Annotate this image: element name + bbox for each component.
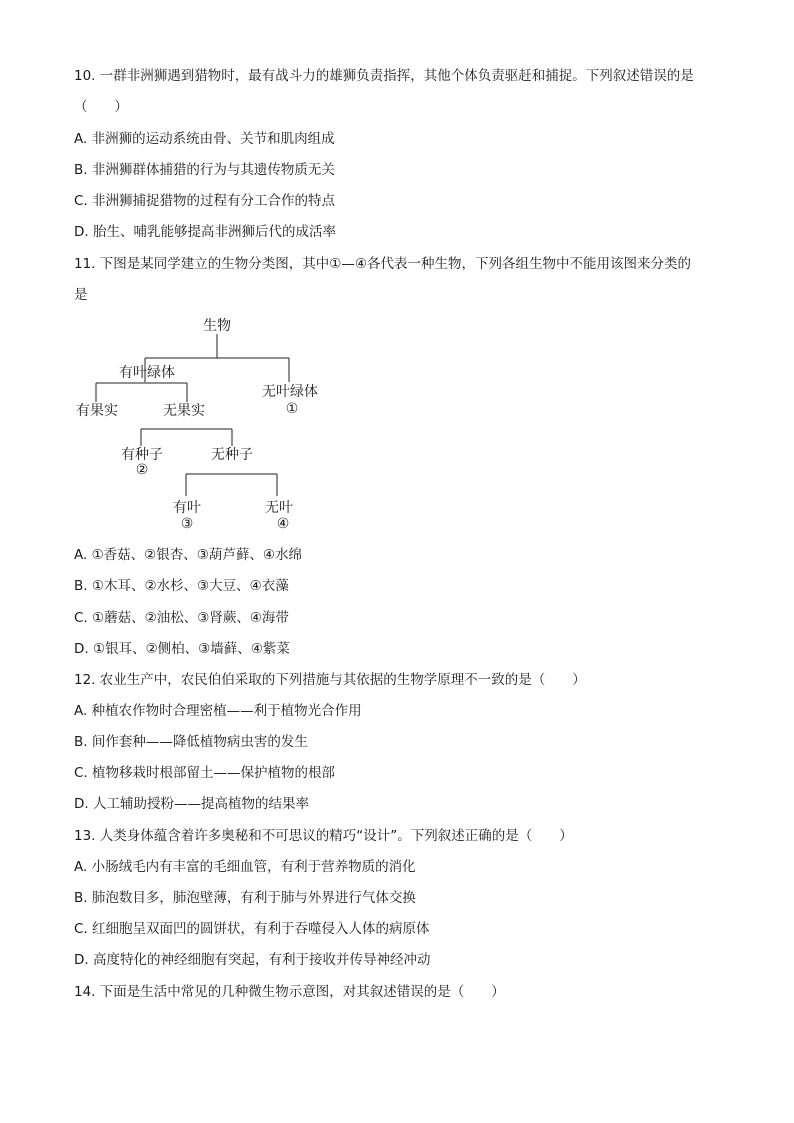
q13-stem: 13. 人类身体蕴含着许多奥秘和不可思议的精巧“设计”。下列叙述正确的是（ ）	[74, 828, 573, 844]
q10-stem-line2: （ ）	[74, 99, 128, 115]
mark-1: ①	[285, 401, 299, 417]
q13-option-d: D. 高度特化的神经细胞有突起，有利于接收并传导神经冲动	[74, 952, 431, 968]
q12-option-c: C. 植物移栽时根部留土——保护植物的根部	[74, 765, 336, 781]
q10-option-b: B. 非洲狮群体捕猎的行为与其遗传物质无关	[74, 162, 335, 178]
q13-option-b: B. 肺泡数目多，肺泡壁薄，有利于肺与外界进行气体交换	[74, 890, 416, 906]
q10-stem-line1: 10. 一群非洲狮遇到猎物时，最有战斗力的雄狮负责指挥，其他个体负责驱赶和捕捉。下列叙述错误的是	[74, 68, 694, 84]
q11-stem-line1: 11. 下图是某同学建立的生物分类图，其中①—④各代表一种生物，下列各组生物中不能用该图来分类的	[74, 256, 691, 272]
q11-option-a: A. ①香菇、②银杏、③葫芦藓、④水绵	[74, 547, 302, 563]
node-no-leaf: 无叶	[265, 500, 293, 516]
mark-2: ②	[135, 462, 149, 478]
q12-stem: 12. 农业生产中，农民伯伯采取的下列措施与其依据的生物学原理不一致的是（ ）	[74, 672, 586, 688]
diagram-connector-lines	[60, 312, 360, 542]
q12-option-d: D. 人工辅助授粉——提高植物的结果率	[74, 796, 309, 812]
q10-option-a: A. 非洲狮的运动系统由骨、关节和肌肉组成	[74, 131, 335, 147]
q13-option-c: C. 红细胞呈双面凹的圆饼状，有利于吞噬侵入人体的病原体	[74, 921, 430, 937]
node-no-chlorophyll: 无叶绿体	[262, 384, 318, 400]
node-no-seed: 无种子	[211, 447, 253, 463]
q10-option-d: D. 胎生、哺乳能够提高非洲狮后代的成活率	[74, 224, 336, 240]
q11-option-d: D. ①银耳、②侧柏、③墙藓、④紫菜	[74, 641, 290, 657]
q12-option-b: B. 间作套种——降低植物病虫害的发生	[74, 734, 308, 750]
q12-option-a: A. 种植农作物时合理密植——利于植物光合作用	[74, 703, 362, 719]
node-root: 生物	[203, 318, 231, 334]
node-no-fruit: 无果实	[163, 403, 205, 419]
q11-option-c: C. ①蘑菇、②油松、③肾蕨、④海带	[74, 610, 289, 626]
q11-stem-line2: 是	[74, 287, 88, 303]
node-has-leaf: 有叶	[173, 500, 201, 516]
node-has-seed: 有种子	[121, 447, 163, 463]
q10-option-c: C. 非洲狮捕捉猎物的过程有分工合作的特点	[74, 193, 336, 209]
q11-option-b: B. ①木耳、②水杉、③大豆、④衣藻	[74, 578, 289, 594]
node-has-chlorophyll: 有叶绿体	[119, 365, 175, 381]
mark-3: ③	[180, 516, 194, 532]
node-has-fruit: 有果实	[76, 403, 118, 419]
q13-option-a: A. 小肠绒毛内有丰富的毛细血管，有利于营养物质的消化	[74, 859, 416, 875]
q14-stem: 14. 下面是生活中常见的几种微生物示意图，对其叙述错误的是（ ）	[74, 984, 505, 1000]
mark-4: ④	[276, 516, 290, 532]
classification-diagram	[60, 312, 360, 542]
